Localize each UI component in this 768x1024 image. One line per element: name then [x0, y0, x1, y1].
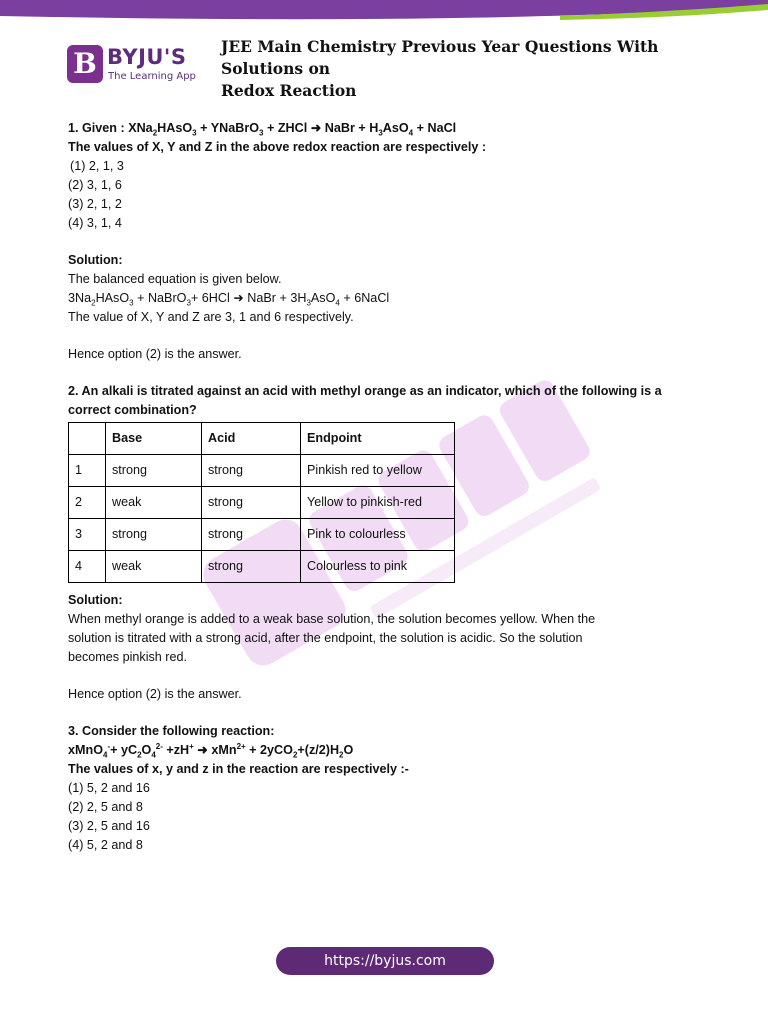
q1-solution-heading: Solution:	[68, 253, 123, 267]
table-header-cell	[69, 423, 106, 455]
table-cell: strong	[202, 455, 301, 487]
table-header-cell: Base	[106, 423, 202, 455]
table-cell: Pink to colourless	[301, 519, 455, 551]
top-banner	[0, 0, 768, 26]
table-row	[69, 551, 455, 583]
table-cell: 3	[69, 519, 106, 551]
byjus-logo	[67, 45, 197, 87]
table-cell: strong	[202, 487, 301, 519]
document-title	[221, 36, 741, 102]
table-cell: 4	[69, 551, 106, 583]
table-header-row	[69, 423, 455, 455]
footer-url-link[interactable]: https://byjus.com	[276, 947, 494, 975]
table-cell: weak	[106, 551, 202, 583]
q2-answer: Hence option (2) is the answer.	[68, 687, 242, 701]
q3-option-4: (4) 5, 2 and 8	[68, 838, 143, 852]
q1-option-3: (3) 2, 1, 2	[68, 197, 122, 211]
table-cell: strong	[106, 519, 202, 551]
q2-solution-line-3: becomes pinkish red.	[68, 650, 188, 664]
table-cell: strong	[106, 455, 202, 487]
q3-reaction: xMnO$_4$-+ $yC_2O_4^{2-} +zH^+$ ➜ $xMn^{2+} + 2yCO_2+(z/2)H_2O$	[68, 741, 354, 760]
q2-solution-line-1: When methyl orange is added to a weak base solution, the solution becomes yellow. When the	[68, 612, 596, 626]
q3-option-3: (3) 2, 5 and 16	[68, 819, 150, 833]
table-header-cell: Endpoint	[301, 423, 455, 455]
document-body	[68, 119, 718, 855]
q3-option-2: (2) 2, 5 and 8	[68, 800, 143, 814]
q1-option-2: (2) 3, 1, 6	[68, 178, 122, 192]
logo-name: BYJU'S	[107, 45, 187, 69]
q2-prompt-line-2: correct combination?	[68, 403, 197, 417]
table-cell: 2	[69, 487, 106, 519]
table-row	[69, 519, 455, 551]
q1-option-1: (1) 2, 1, 3	[70, 159, 124, 173]
q2-options-table	[68, 422, 455, 583]
q1-solution-line-3: The value of X, Y and Z are 3, 1 and 6 respectively.	[68, 310, 354, 324]
table-header-cell: Acid	[202, 423, 301, 455]
table-cell: strong	[202, 551, 301, 583]
q2-solution-line-2: solution is titrated with a strong acid, after the endpoint, the solution is acidic. So the solution	[68, 631, 583, 645]
q1-question: The values of X, Y and Z in the above redox reaction are respectively :	[68, 140, 487, 154]
q1-answer: Hence option (2) is the answer.	[68, 347, 242, 361]
q1-prompt: 1. Given : XNa$_2$HAsO$_3$ + YNaBrO$_3$ + ZHCl ➜ NaBr + $H_3AsO_4$ + NaCl	[68, 121, 457, 138]
q2-solution-heading: Solution:	[68, 593, 123, 607]
q3-question: The values of x, y and z in the reaction are respectively :-	[68, 762, 409, 776]
table-cell: 1	[69, 455, 106, 487]
logo-badge: B	[67, 45, 103, 83]
title-line-1: JEE Main Chemistry Previous Year Questions With Solutions on	[221, 37, 659, 78]
q3-prompt-line-1: 3. Consider the following reaction:	[68, 724, 275, 738]
q1-solution-line-1: The balanced equation is given below.	[68, 272, 282, 286]
q1-option-4: (4) 3, 1, 4	[68, 216, 122, 230]
table-cell: weak	[106, 487, 202, 519]
table-cell: Yellow to pinkish-red	[301, 487, 455, 519]
q1-balanced-equation: $3Na_2HAsO_3$ + NaBrO$_3$+ 6HCl ➜ NaBr + $3H_3AsO_4$ + 6NaCl	[68, 291, 390, 308]
logo-tagline: The Learning App	[108, 71, 196, 82]
q3-option-1: (1) 5, 2 and 16	[68, 781, 150, 795]
table-row	[69, 487, 455, 519]
table-cell: Pinkish red to yellow	[301, 455, 455, 487]
table-row	[69, 455, 455, 487]
q2-prompt-line-1: 2. An alkali is titrated against an acid with methyl orange as an indicator, which of the following is a	[68, 384, 662, 398]
table-cell: Colourless to pink	[301, 551, 455, 583]
table-cell: strong	[202, 519, 301, 551]
title-line-2: Redox Reaction	[221, 81, 357, 100]
